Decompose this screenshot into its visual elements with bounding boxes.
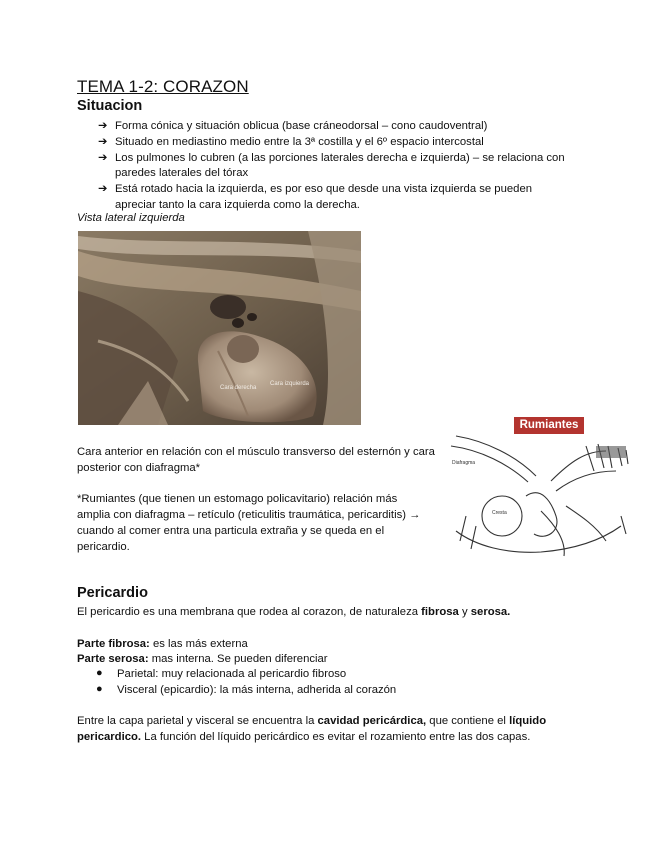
heart-dissection-photo — [78, 231, 361, 425]
figure-caption: Vista lateral izquierda — [77, 212, 185, 224]
sketch-label-cresta: Cresta — [492, 510, 507, 516]
bullet-dot-icon: ● — [96, 667, 103, 679]
arrow-icon: ➔ — [98, 120, 108, 132]
photo-label-left: Cara izquierda — [270, 381, 310, 387]
list-item: ➔ Forma cónica y situación oblicua (base cráneodorsal – cono caudoventral) — [98, 119, 568, 135]
sketch-label-diafragma: Diafragma — [452, 460, 476, 466]
paragraph-cara-anterior: Cara anterior en relación con el músculo transverso del esternón y cara posterior con diafragma* — [77, 446, 435, 474]
paragraph-cavidad-pericardica: Entre la capa parietal y visceral se encuentra la cavidad pericárdica, que contiene el líquido pericardico. La función del líquido pericárdico es evitar el rozamiento entre las dos capas. — [77, 715, 547, 743]
pericardio-intro: El pericardio es una membrana que rodea al corazon, de naturaleza fibrosa y serosa. — [77, 606, 511, 618]
section-heading-situacion: Situacion — [77, 98, 143, 114]
list-item: ● Parietal: muy relacionada al pericardio fibroso — [96, 667, 347, 680]
arrow-icon: ➔ — [98, 151, 108, 164]
page-title: TEMA 1-2: CORAZON — [77, 77, 249, 96]
list-item: ➔ Situado en mediastino medio entre la 3ª costilla y el 6º espacio intercostal — [98, 135, 568, 151]
situacion-list — [98, 119, 568, 214]
parte-fibrosa-line: Parte fibrosa: es las más externa — [77, 638, 248, 650]
rumiant-anatomy-sketch — [446, 416, 632, 563]
bullet-dot-icon: ● — [96, 683, 103, 695]
list-item: ➔ Está rotado hacia la izquierda, es por eso que desde una vista izquierda se pueden apreciar tanto la cara izquierda como la derecha. — [98, 183, 533, 211]
paragraph-rumiantes: *Rumiantes (que tienen un estomago policavitario) relación más amplia con diafragma – retículo (reticulitis traumática, pericarditis) → cuando al comer entra una particula extraña y se queda en el pericardio. — [77, 493, 421, 553]
arrow-icon: ➔ — [98, 135, 108, 148]
list-item: ● Visceral (epicardio): la más interna, adherida al corazón — [96, 683, 397, 696]
photo-label-right: Cara derecha — [220, 385, 257, 391]
rumiantes-badge: Rumiantes — [514, 417, 584, 434]
parte-serosa-line: Parte serosa: mas interna. Se pueden diferenciar — [77, 653, 328, 665]
section-heading-pericardio: Pericardio — [77, 585, 148, 601]
serosa-sublist — [96, 666, 396, 698]
arrow-icon: ➔ — [98, 183, 108, 196]
list-item: ➔ Los pulmones lo cubren (a las porciones laterales derecha e izquierda) – se relaciona con paredes laterales del tórax — [98, 151, 565, 180]
